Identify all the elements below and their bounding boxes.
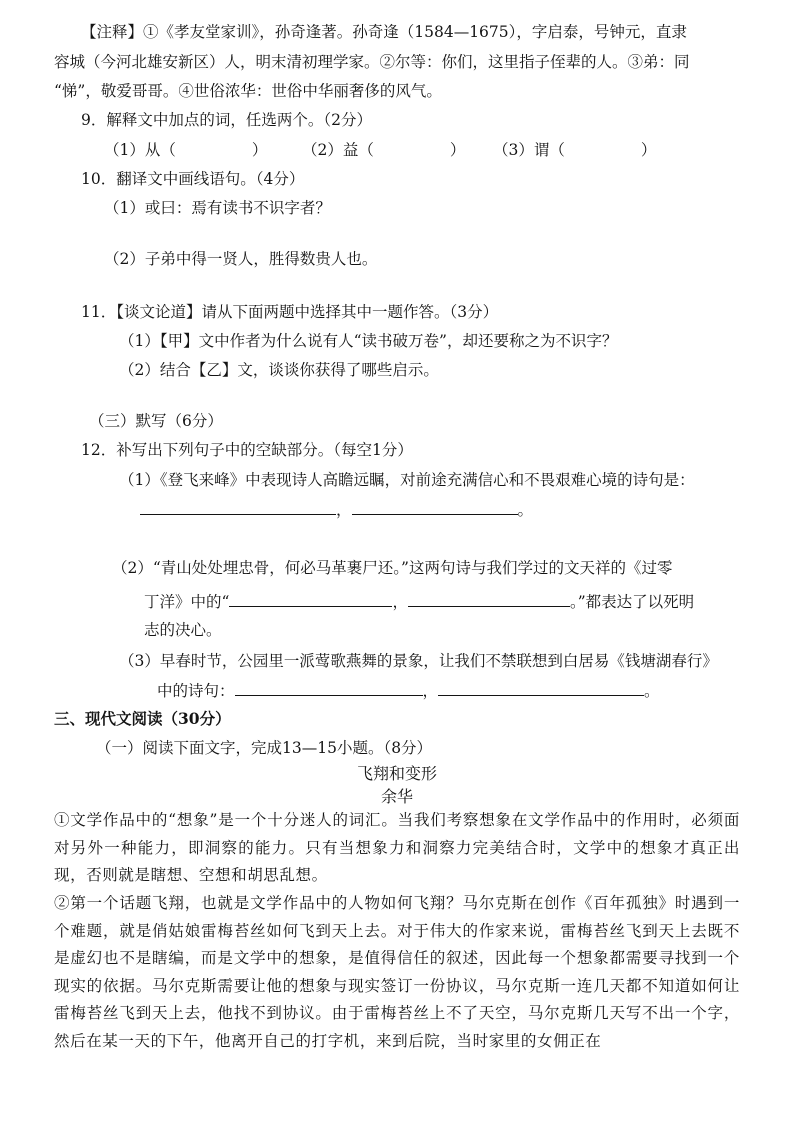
q12-item-1-blanks	[140, 498, 533, 521]
q11-option-1: （1）【甲】文中作者为什么说有人“读书破万卷”，却还要称之为不识字？	[119, 332, 618, 350]
article-paragraph-2: ②第一个话题飞翔，也就是文学作品中的人物如何飞翔？马尔克斯在创作《百年孤独》时遇到一个难题，就是俏姑娘雷梅苔丝如何飞到天上去。对于伟大的作家来说，雷梅苔丝飞到天上去既不是虚幻也不是瞎编，而是文学中的想象，是值得信任的叙述，因此每一个想象都需要寻找到一个现实的依据。马尔克斯需要让他的想象与现实签订一份协议，马尔克斯一连几天都不知道如何让雷梅苔丝飞到天上去，他找不到协议。由于雷梅苔丝上不了天空，马尔克斯几天写不出一个字，然后在某一天的下午，他离开自己的打字机，来到后院，当时家里的女佣正在	[54, 894, 740, 1050]
q12-item-1: （1）《登飞来峰》中表现诗人高瞻远瞩，对前途充满信心和不畏艰难心境的诗句是：	[119, 471, 695, 489]
q9-option-3-close: ）	[640, 141, 657, 159]
part3-instruction: （一）阅读下面文字，完成13—15小题。（8分）	[96, 739, 433, 757]
q12-item-1-end: 。	[517, 501, 534, 519]
q12-item-3-line-1: （3）早春时节，公园里一派莺歌燕舞的景象，让我们不禁联想到白居易《钱塘湖春行》	[119, 652, 718, 670]
q12-item-2-blank-1[interactable]	[229, 590, 392, 607]
q12-stem: 12．补写出下列句子中的空缺部分。（每空1分）	[81, 441, 413, 459]
q9-option-1-text: （1）从（	[104, 141, 176, 159]
q9-option-1-close: ）	[251, 141, 268, 159]
q12-item-3-end: 。	[644, 682, 660, 700]
q12-item-3-blank-1[interactable]	[235, 679, 423, 696]
q12-item-2-blank-2[interactable]	[408, 590, 570, 607]
q12-item-2-line-1: （2）“青山处处埋忠骨，何必马革裹尸还。”这两句诗与我们学过的文天祥的《过零	[112, 559, 673, 577]
q12-item-2-line-3: 志的决心。	[144, 621, 222, 639]
q9-option-3-text: （3）谓（	[493, 141, 565, 159]
q9-option-2-close: ）	[449, 141, 466, 159]
q12-item-3-comma: ，	[422, 682, 439, 700]
article-author: 余华	[380, 787, 413, 806]
q12-item-1-blank-2[interactable]	[352, 498, 518, 515]
q12-item-1-blank-1[interactable]	[140, 498, 336, 515]
q9-option-2	[302, 139, 465, 161]
q10-sentence-1: （1）或曰：焉有读书不识字者？	[104, 199, 331, 217]
q12-item-2-prefix: 丁洋》中的“	[144, 593, 230, 611]
notes-line-1: 【注释】①《孝友堂家训》，孙奇逢著。孙奇逢（1584—1675），字启泰，号钟元，直隶	[81, 23, 687, 41]
q12-item-3-blank-2[interactable]	[438, 679, 644, 696]
part3-title: 三、现代文阅读（30分）	[54, 709, 231, 728]
q9-stem: 9．解释文中加点的词，任选两个。（2分）	[81, 111, 372, 129]
section-dictation-title: （三）默写（6分）	[89, 412, 223, 430]
q12-item-2-suffix: 。”都表达了以死明	[569, 593, 695, 611]
article-title: 飞翔和变形	[356, 764, 437, 783]
q11-stem: 11．【谈文论道】请从下面两题中选择其中一题作答。（3分）	[81, 303, 499, 321]
q11-option-2: （2）结合【乙】文，谈谈你获得了哪些启示。	[119, 361, 439, 379]
q10-sentence-2: （2）子弟中得一贤人，胜得数贵人也。	[104, 250, 378, 268]
q9-option-2-text: （2）益（	[302, 141, 374, 159]
q9-option-3	[493, 139, 656, 161]
q12-item-3-prefix: 中的诗句：	[157, 682, 235, 700]
article-paragraph-1: ①文学作品中的“想象”是一个十分迷人的词汇。当我们考察想象在文学作品中的作用时，必须面对另外一种能力，即洞察的能力。只有当想象力和洞察力完美结合时，文学中的想象才真正出现，否则就是瞎想、空想和胡思乱想。	[54, 811, 740, 885]
notes-line-3: “悌”，敬爱哥哥。④世俗浓华：世俗中华丽奢侈的风气。	[54, 82, 442, 100]
q10-stem: 10．翻译文中画线语句。（4分）	[81, 170, 305, 188]
q12-item-2-comma: ，	[392, 593, 408, 611]
q12-item-1-comma: ，	[336, 501, 352, 519]
q12-item-2-line-2	[144, 590, 694, 613]
q9-option-1	[104, 139, 267, 161]
notes-line-2: 容城（今河北雄安新区）人，明末清初理学家。②尔等：你们，这里指子侄辈的人。③弟：同	[54, 53, 690, 71]
q12-item-3-line-2	[157, 679, 660, 702]
